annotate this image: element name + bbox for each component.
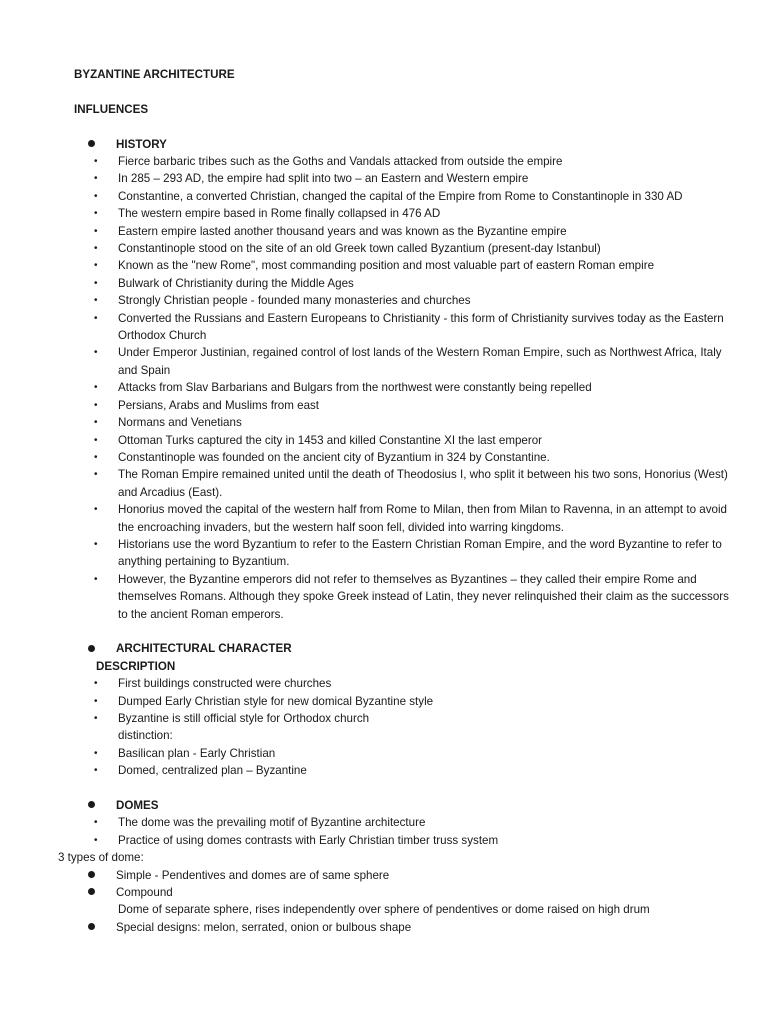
list-item-text: Historians use the word Byzantium to refer to the Eastern Christian Roman Empire, and the word Byzantine to refer to anything pertaining to Byzantium. — [118, 537, 722, 569]
document-title: BYZANTINE ARCHITECTURE — [74, 68, 235, 81]
list-item — [72, 310, 732, 345]
list-item-text: The western empire based in Rome finally collapsed in 476 AD — [118, 207, 441, 221]
list-item-text: Domed, centralized plan – Byzantine — [118, 764, 307, 778]
bullet-icon: • — [94, 190, 98, 202]
bullet-icon: • — [94, 225, 98, 237]
filled-circle-bullet-icon — [88, 136, 118, 153]
list-item-text: Dumped Early Christian style for new domical Byzantine style — [118, 694, 434, 708]
bullet-icon: • — [94, 834, 98, 846]
list-item — [72, 257, 732, 274]
list-item-text: Honorius moved the capital of the western half from Rome to Milan, then from Milan to Ravenna, in an attempt to avoid the encroaching invaders, but the western half soon fell, divided into warring kingdoms. — [118, 503, 727, 534]
distinction-label: distinction: — [118, 729, 173, 743]
list-item — [72, 710, 732, 727]
bullet-icon: • — [94, 173, 98, 185]
list-item — [72, 832, 732, 849]
list-item — [72, 275, 732, 292]
list-item-text: Basilican plan - Early Christian — [118, 746, 276, 760]
bullet-icon: • — [94, 156, 98, 167]
list-item-text: Normans and Venetians — [118, 416, 242, 430]
arch-heading-item — [72, 640, 732, 657]
bullet-icon: • — [94, 347, 98, 359]
description-heading: DESCRIPTION — [96, 659, 176, 673]
bullet-icon: • — [94, 451, 98, 463]
compound-description: Dome of separate sphere, rises independently over sphere of pendentives or dome raised on high drum — [118, 903, 650, 917]
bullet-icon: • — [94, 243, 98, 255]
dome-type-compound: Compound — [72, 884, 732, 901]
list-item — [72, 292, 732, 309]
arch-heading: ARCHITECTURAL CHARACTER — [116, 642, 292, 656]
list-item-text: Fierce barbaric tribes such as the Goths and Vandals attacked from outside the empire — [118, 155, 563, 168]
bullet-icon: • — [94, 695, 98, 707]
list-item-text: The Roman Empire remained united until the death of Theodosius I, who split it between his two sons, Honorius (West) and Arcadius (East). — [118, 468, 728, 499]
influences-heading: INFLUENCES — [74, 102, 149, 116]
list-item — [72, 501, 732, 536]
bullet-icon: • — [94, 434, 98, 446]
bullet-icon: • — [94, 295, 98, 307]
list-item-text: Constantinople was founded on the ancient city of Byzantium in 324 by Constantine. — [118, 450, 550, 464]
history-heading: HISTORY — [116, 137, 167, 151]
bullet-icon: • — [94, 208, 98, 220]
list-item-text: Attacks from Slav Barbarians and Bulgars from the northwest were constantly being repelled — [118, 381, 592, 395]
history-list — [72, 153, 732, 623]
bullet-icon: • — [94, 417, 98, 429]
list-item — [72, 223, 732, 240]
list-item — [72, 675, 732, 692]
list-item — [72, 571, 732, 623]
bullet-icon: • — [94, 747, 98, 759]
dome-types-label: 3 types of dome: — [58, 851, 144, 865]
list-item — [72, 153, 732, 170]
domes-heading-item — [72, 797, 732, 814]
list-item — [72, 762, 732, 779]
list-item — [72, 397, 732, 414]
dome-type-simple: Simple - Pendentives and domes are of same sphere — [72, 867, 732, 884]
list-item — [72, 814, 732, 831]
filled-circle-bullet-icon — [88, 867, 118, 884]
list-item-text: In 285 – 293 AD, the empire had split into two – an Eastern and Western empire — [118, 172, 529, 186]
list-item-text: Practice of using domes contrasts with Early Christian timber truss system — [118, 833, 499, 847]
bullet-icon: • — [94, 573, 98, 585]
list-item — [72, 170, 732, 187]
bullet-icon: • — [94, 817, 98, 829]
bullet-icon: • — [94, 312, 98, 324]
bullet-icon: • — [94, 277, 98, 289]
list-item-text: First buildings constructed were churches — [118, 677, 332, 691]
list-item-text: Byzantine is still official style for Orthodox church — [118, 711, 370, 725]
list-item — [72, 466, 732, 501]
bullet-icon: • — [94, 399, 98, 411]
list-item-text: Constantine, a converted Christian, changed the capital of the Empire from Rome to Constantinople in 330 AD — [118, 189, 683, 203]
domes-list — [72, 814, 732, 849]
list-item — [72, 240, 732, 257]
list-item-text: Eastern empire lasted another thousand years and was known as the Byzantine empire — [118, 224, 567, 238]
list-item-text: Converted the Russians and Eastern Europeans to Christianity - this form of Christianity survives today as the Eastern Orthodox Church — [118, 311, 724, 343]
bullet-icon: • — [94, 469, 98, 481]
list-item — [72, 745, 732, 762]
bullet-icon: • — [94, 382, 98, 394]
dome-type-special: Special designs: melon, serrated, onion or bulbous shape — [72, 919, 732, 936]
filled-circle-bullet-icon — [88, 797, 118, 814]
filled-circle-bullet-icon — [88, 640, 118, 657]
list-item — [72, 414, 732, 431]
bullet-icon: • — [94, 504, 98, 516]
list-item — [72, 188, 732, 205]
bullet-icon: • — [94, 765, 98, 777]
list-item — [72, 693, 732, 710]
bullet-icon: • — [94, 260, 98, 272]
history-heading-item — [72, 136, 732, 153]
list-item-text: Strongly Christian people - founded many monasteries and churches — [118, 294, 471, 308]
list-item-text: However, the Byzantine emperors did not refer to themselves as Byzantines – they called their empire Rome and themselves Romans. Although they spoke Greek instead of Latin, they never relinquished their claim as the successors to the ancient Roman emperors. — [118, 572, 729, 621]
list-item — [72, 536, 732, 571]
filled-circle-bullet-icon — [88, 884, 118, 901]
arch-list-2 — [72, 745, 732, 780]
list-item-text: The dome was the prevailing motif of Byzantine architecture — [118, 816, 426, 830]
list-item — [72, 205, 732, 222]
list-item-text: Under Emperor Justinian, regained control of lost lands of the Western Roman Empire, such as Northwest Africa, Italy and Spain — [118, 346, 722, 377]
domes-heading: DOMES — [116, 799, 159, 812]
list-item — [72, 344, 732, 379]
list-item-text: Bulwark of Christianity during the Middle Ages — [118, 276, 354, 290]
list-item — [72, 449, 732, 466]
list-item-text: Constantinople stood on the site of an old Greek town called Byzantium (present-day Istanbul) — [118, 242, 601, 256]
list-item-text: Persians, Arabs and Muslims from east — [118, 398, 320, 412]
list-item-text: Known as the "new Rome", most commanding position and most valuable part of eastern Roman empire — [118, 259, 655, 273]
filled-circle-bullet-icon — [88, 919, 118, 936]
bullet-icon: • — [94, 712, 98, 724]
arch-list — [72, 675, 732, 727]
document-body — [58, 66, 732, 936]
bullet-icon: • — [94, 678, 98, 690]
list-item — [72, 379, 732, 396]
list-item-text: Ottoman Turks captured the city in 1453 and killed Constantine XI the last emperor — [118, 433, 543, 447]
bullet-icon: • — [94, 538, 98, 550]
list-item — [72, 432, 732, 449]
